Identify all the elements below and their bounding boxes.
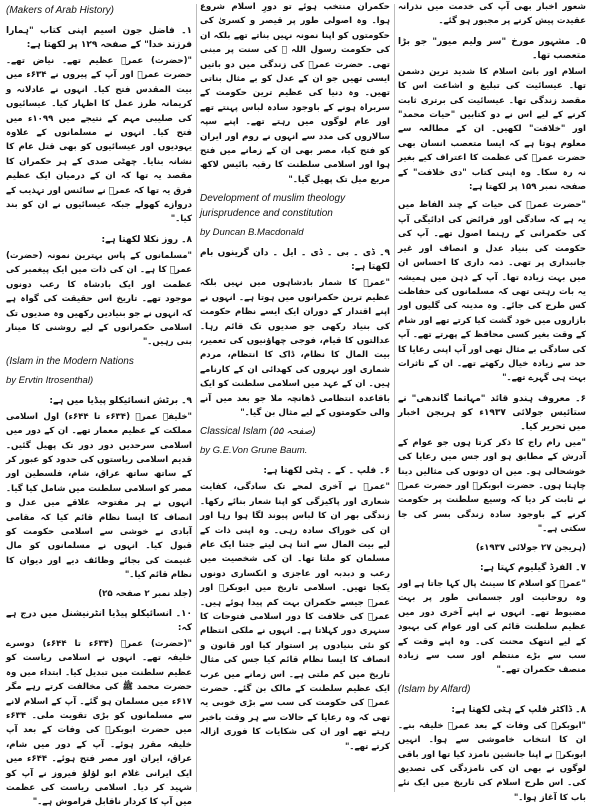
section-heading: ۷۔ الفرڈ گیلیوم کہتا ہے: (479, 563, 586, 573)
source-title: Classical Islam (200, 426, 267, 438)
quote-paragraph: "میں رام راج کا ذکر کرتا ہوں جو عوام کے آدرش کے مطابق ہو اور جس میں رعایا کی خوشحالی ہو۔ میں ان دونوں کی مثالیں دینا چاہتا ہوں۔ حضرت ابوبکرؓ اور حضرت عمرؓ نے ثابت کر دیا کہ وسیع سلطنت پر حکومت کرنے کے باوجود سادہ زندگی بسر کی جا سکتی ہے۔" (398, 437, 586, 535)
paragraph: شعور اخبار بھی آپ کی خدمت میں نذرانہ عقیدت پیش کرنے پر مجبور ہو گئے۔ (398, 2, 586, 27)
english-source-title: Development of muslim theology jurisprudence and constitution (200, 193, 346, 220)
citation: (ہریجن ۲۷ جولائی ۱۹۳۷ء) (475, 542, 586, 553)
section-heading: ۹۔ برٹش انسائیکلو پیڈیا میں ہے: (49, 395, 192, 406)
section-heading: ۸۔ ڈاکٹر فلپ کے ہٹی لکھتا ہے: (451, 704, 586, 715)
section-heading: ۸۔ روز نکلا لکھتا ہے: (101, 234, 192, 245)
quote-paragraph: "(حضرت) عمرؓ عظیم تھے۔ نیاض تھے۔ حضرت عمرؓ اور آپ کے پیروں نے ۶۳۴ء میں بیت المقدس فتح کیا۔ انہوں نے عادلانہ و کریمانہ طرز عمل کا اظہار کیا۔ عیسائیوں کی صلیبی مہم کے نتیجے میں ۱۰۹۹ء میں فتح کیا۔ انہوں نے مسلمانوں کے علاوہ یہودیوں اور عیسائیوں کو بھی قتل عام کا نشانہ بنایا۔ چھٹی صدی کے ہر حکمران کا مقصد یہ تھا کہ ان کے درمیان ایک عظیم فرق یہ تھا کہ عمرؓ نے سائنس اور تہذیب کے دروازے کھولے جبکہ عیسائیوں نے ان کو بند کیا۔" (6, 56, 193, 225)
column-divider (196, 4, 197, 792)
english-source-title (200, 424, 390, 439)
column-divider (394, 4, 395, 792)
section-heading: ۶۔ فلپ ۔ کے ۔ ہٹی لکھتا ہے: (263, 466, 390, 477)
quote-paragraph: "عمرؓ کا شمار بادشاہوں میں نہیں بلکہ عظیم ترین حکمرانوں میں ہوتا ہے۔ انہوں نے اپنے اقتدار کے دوران ایک ایسے نظام حکومت کی بنیاد رکھی جو صدیوں تک قائم رہا۔ عدالتوں کا قیام، فوجی چھاؤنیوں کی تعمیر، بیت المال کا نظام، ڈاک کا انتظام، مردم شماری اور نہروں کی کھدائی ان کے کارنامے ہیں۔ ان کے عہد میں اسلامی سلطنت کو ایک باقاعدہ انتظامی ڈھانچہ ملا جو بعد میں آنے والی حکومتوں کے لیے مثال بن گیا۔" (200, 278, 390, 418)
page-reference: (صفحہ ۵۵) (269, 426, 316, 438)
section-heading: ۶۔ معروف ہندو قائد "مہاتما گاندھی" نے ستائیس جولائی ۱۹۳۷ء کو ہریجن اخبار میں تحریر کیا۔ (398, 393, 586, 432)
english-source-author: by Ervtin Itrosenthal) (6, 374, 94, 386)
quote-paragraph: "خلیفہ عمرؓ (۶۳۴ء تا ۶۴۴ء) اول اسلامی مملکت کے عظیم معمار تھے۔ ان کے دور میں اسلامی سرحدیں دور دور تک پھیل گئیں۔ قدیم اسلامی ریاستوں کی حدود کو عبور کر کے ساتھ ساتھ عراق، شام، فلسطین اور مصر کو اسلامی سلطنت میں شامل کیا گیا۔ انہوں نے ہر مفتوحہ علاقے میں عدل و انصاف کا ایسا نظام قائم کیا کہ مقامی آبادی نے خوشی سے اسلامی حکومت کو قبول کیا۔ انہوں نے مسلمانوں کو مال غنیمت کی بجائے وظائف دیے اور دیوان کا نظام قائم کیا۔" (6, 411, 192, 581)
english-source-title: (Makers of Arab History) (6, 5, 114, 16)
quote-paragraph: "مسلمانوں کے پاس بہترین نمونہ (حضرت) عمرؓ کا ہے۔ ان کی ذات میں ایک پیغمبر کی عظمت اور ایک بادشاہ کا رعب دونوں موجود تھے۔ تاریخ اس حقیقت کی گواہ ہے کہ انہوں نے جو بنیادیں رکھیں وہ صدیوں تک اسلامی حکمرانوں کے لیے روشنی کا مینار بنی رہیں۔" (6, 250, 192, 348)
column-right (398, 0, 586, 803)
section-heading: ۹۔ ڈی ۔ بی ۔ ڈی ۔ ایل ۔ دان گرینوں بام لکھتا ہے: (200, 248, 390, 273)
citation: (جلد نمبر ۲ صفحہ ۲۵) (98, 588, 192, 599)
paragraph: اسلام اور بانئ اسلام کا شدید ترین دشمن تھا۔ عیسائیت کی تبلیغ و اشاعت اس کا مقصد زندگی تھا۔ عیسائیت کی برتری ثابت کرنے کے لیے اس نے دو کتابیں "حیات محمد" اور "خلافت" لکھیں۔ ان کے مطالعہ سے معلوم ہوتا ہے کہ ایسا متعصب انسان بھی حضرت عمرؓ کی عظمت کا اعتراف کیے بغیر نہ رہ سکا۔ وہ اپنی کتاب "دی خلافت" کے صفحہ نمبر ۱۵۹ پر لکھتا ہے: (398, 66, 586, 193)
quote-paragraph: "عمرؓ نے آخری لمحے تک سادگی، کفایت شعاری اور پاکیزگی کو اپنا شعار بنائے رکھا۔ زندگی بھر ان کا لباس پیوند لگا ہوا رہا اور ان کی خوراک سادہ رہی۔ وہ اپنی ذات کے لیے بیت المال سے اتنا ہی لیتے جتنا ایک عام مسلمان کو ملتا تھا۔ ان کی شخصیت میں رعب و دبدبہ اور عاجزی و انکساری دونوں یکجا تھیں۔ اسلامی تاریخ میں ابوبکرؓ اور عمرؓ جیسے حکمران بہت کم پیدا ہوئے ہیں۔ عمرؓ کی خلافت کا دور اسلامی فتوحات کا سنہری دور کہلاتا ہے۔ انہوں نے ملکی انتظام کو نئی بنیادوں پر استوار کیا اور قانون و انصاف کا ایسا نظام قائم کیا جس کی مثال تاریخ میں کم ملتی ہے۔ اس زمانے میں عرب ایک عظیم سلطنت کے مالک بن گئے۔ حضرت عمرؓ کی حکومت کی سب سے بڑی خوبی یہ تھی کہ وہ رعایا کے حالات سے ہر وقت باخبر رہتے تھے اور ان کی شکایات کا فوری ازالہ کرتے تھے۔" (200, 482, 390, 752)
section-heading: ۱۰۔ انسائیکلو پیڈیا انٹرنیشنل میں درج ہے کہ: (6, 609, 192, 633)
column-middle (200, 0, 390, 796)
section-heading: ۱۔ فاضل جون اسیم اپنی کتاب "ہمارا فرزند خدا" کے صفحہ ۱۲۹ پر لکھتا ہے: (6, 26, 192, 50)
english-source-author: by G.E.Von Grune Baum. (200, 445, 308, 457)
english-source-author: by Duncan B.Macdonald (200, 227, 304, 239)
quote-paragraph: "ابوبکرؓ کی وفات کے بعد عمرؓ خلیفہ بنے۔ ان کا انتخاب خاموشی سے ہوا۔ انہیں ابوبکرؓ نے اپنا جانشین نامزد کیا تھا اور باقی لوگوں نے بھی ان کی نامزدگی کی تصدیق کی۔ اس طرح اسلام کی تاریخ میں ایک نئے باب کا آغاز ہوا۔" (398, 720, 586, 803)
column-left (6, 0, 193, 808)
quote-paragraph: "عمرؓ کو اسلام کا سینٹ پال کہا جاتا ہے اور وہ روحانیت اور جسمانی طور پر بہت مضبوط تھے۔ انہوں نے اپنے آخری دور میں عظیم سلطنت قائم کی اور عوام کی بہبود کے لیے انتھک محنت کی۔ وہ اپنے وقت کے سب سے بڑے منتظم اور سب سے زیادہ منصف حکمران تھے۔" (398, 579, 586, 676)
quote-paragraph: "حضرت عمرؓ کی حیات کے چند الفاظ میں یہ ہے کہ سادگی اور فرائض کی ادائیگی آپ کی حکمرانی کے رہنما اصول تھے۔ آپ کی حکومت کی بنیاد عدل و انصاف اور غیر جانبداری پر تھی۔ ذمہ داری کا احساس ان میں بہت زیادہ تھا۔ آپ کے ذہن میں ہمیشہ یہ بات رہتی تھی کہ مسلمانوں کی حفاظت کس طرح کی جائے۔ وہ مدینہ کی گلیوں اور بازاروں میں خود گشت کیا کرتے تھے اور شام کے وقت بغیر کسی محافظ کے پھرتے تھے۔ آپ کی سادگی بے مثال تھی اور آپ اپنی رعایا کا حد سے زیادہ خیال رکھتے تھے۔ ان کے تاثرات بہت ہی گہرے تھے۔" (398, 200, 586, 384)
paragraph: حکمران منتخب ہوئے تو دورِ اسلام شروع ہوا۔ وہ اصولی طور پر قیصر و کسریٰ کی حکومتوں کو اپنا نمونہ نہیں بناتے تھے بلکہ ان کی حکومت رسول اللہ ﷺ کی سنت پر مبنی تھی۔ حضرت عمرؓ کی زندگی میں دو باتیں ایسی تھیں جو ان کے عدل کو بے مثال بناتی تھیں۔ وہ دنیا کی عظیم ترین حکومت کے سربراہ ہونے کے باوجود سادہ لباس پہنتے تھے اور عام لوگوں میں رہتے تھے۔ اپنے سپہ سالاروں کی مدد سے انہوں نے روم اور ایران کو فتح کیا، مصر بھی ان کے زمانے میں فتح ہوا اور اسلامی سلطنت کا رقبہ بائیس لاکھ مربع میل تک پھیل گیا۔" (200, 2, 390, 185)
section-heading: ۵۔ مشہور مورخ "سر ولیم میور" جو بڑا متعصب تھا۔ (398, 36, 586, 61)
quote-paragraph: "(حضرت) عمرؓ (۶۳۴ء تا ۶۴۴ء) دوسرے خلیفہ تھے۔ انہوں نے اسلامی ریاست کو عظیم سلطنت میں تبدیل کیا۔ ابتداء میں وہ حضرت محمد ﷺ کی مخالفت کرتے رہے مگر ۶۱۷ء میں مسلمان ہو گئے۔ آپ کے اسلام لانے سے مسلمانوں کو بڑی تقویت ملی۔ ۶۳۴ء میں حضرت ابوبکرؓ کی وفات کے بعد آپ خلیفہ مقرر ہوئے۔ آپ کے دور میں شام، عراق، ایران اور مصر فتح ہوئے۔ ۶۴۴ء میں ایک ایرانی غلام ابو لؤلؤ فیروز نے آپ کو شہید کر دیا۔ اسلامی ریاست کی عظمت میں آپ کا کردار ناقابل فراموش ہے۔" (6, 639, 193, 808)
english-source-title: (Islam in the Modern Nations (6, 355, 134, 367)
english-source-title: (Islam by Alfard) (398, 683, 471, 695)
